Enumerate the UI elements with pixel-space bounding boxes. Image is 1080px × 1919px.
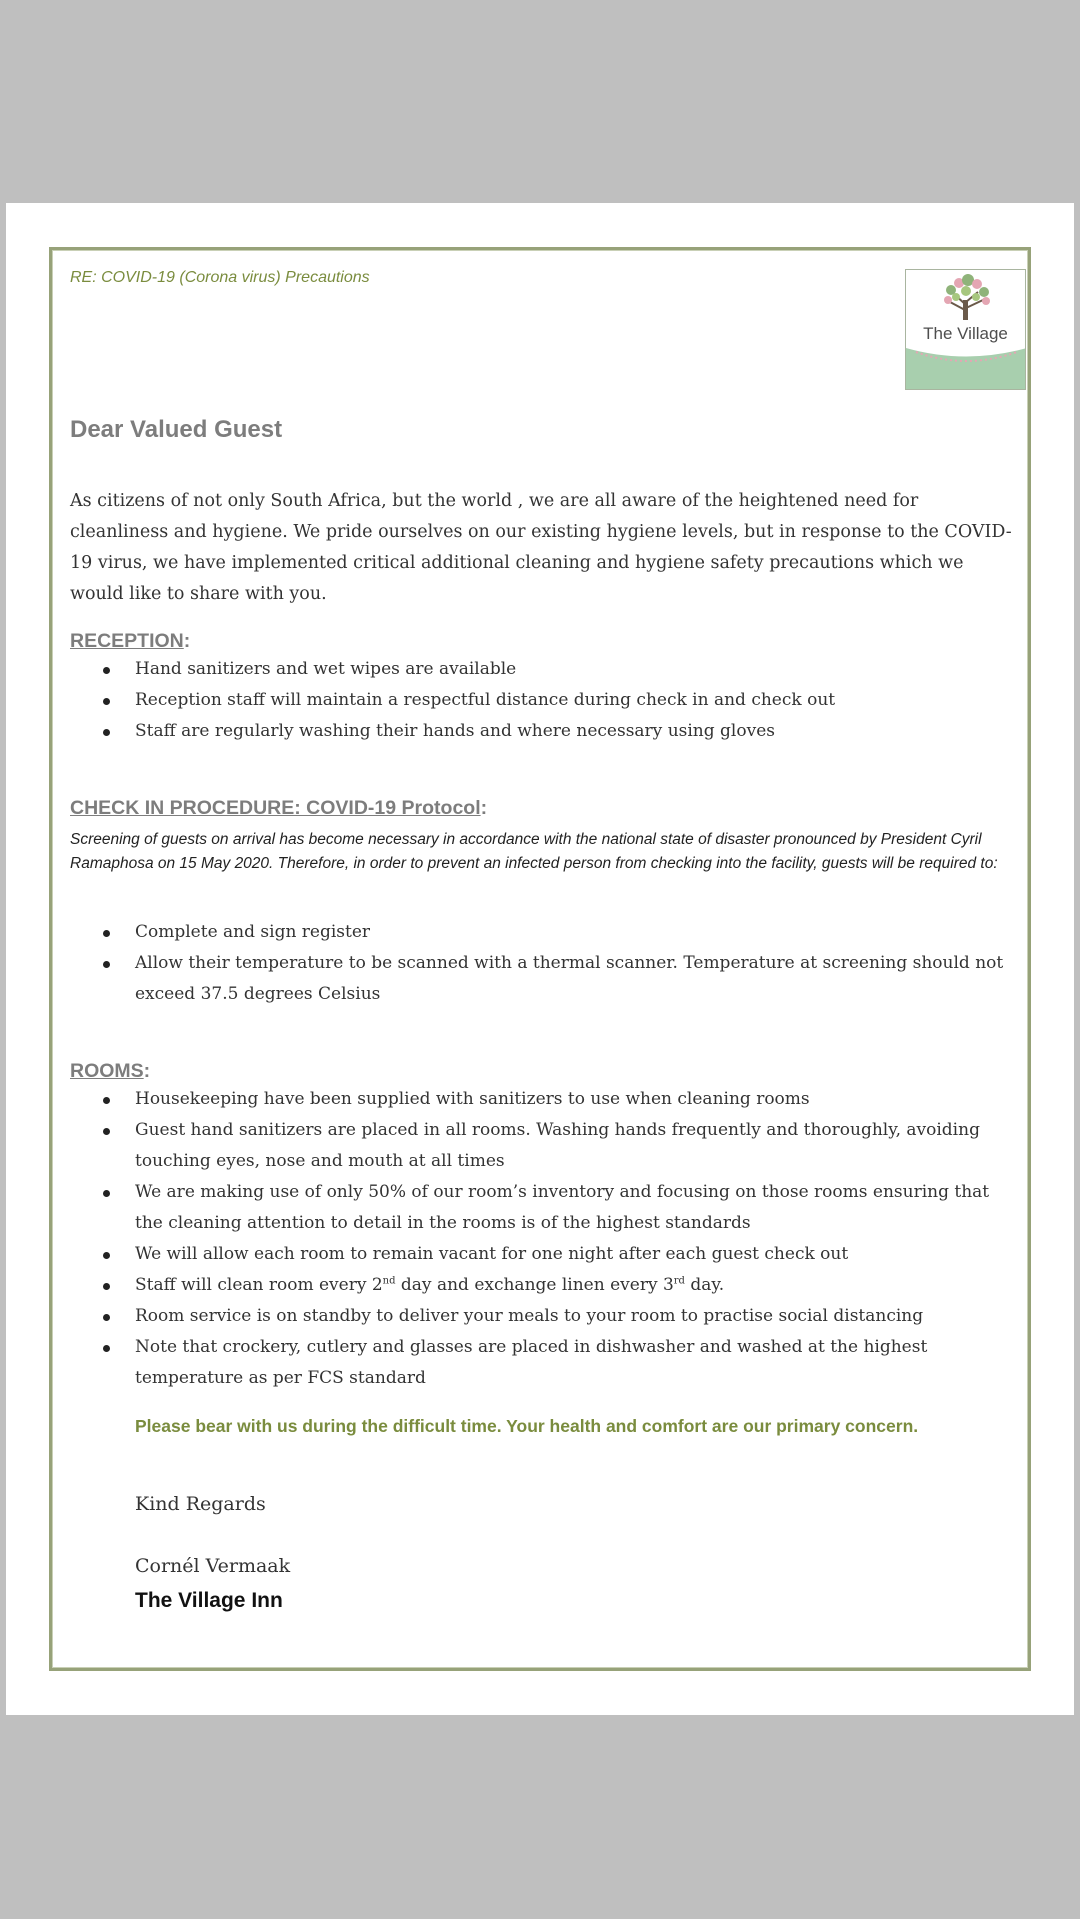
- signer-name: Cornél Vermaak: [135, 1555, 291, 1577]
- reception-list: [70, 654, 1020, 747]
- greeting: Dear Valued Guest: [70, 416, 283, 443]
- rooms-list: [70, 1084, 1020, 1394]
- list-item: Note that crockery, cutlery and glasses are placed in dishwasher and washed at the highest temperature as per FCS standard: [70, 1332, 1020, 1394]
- list-item: We are making use of only 50% of our room’s inventory and focusing on those rooms ensuring that the cleaning attention to detail in the rooms is of the highest standards: [70, 1177, 1020, 1239]
- intro-paragraph: As citizens of not only South Africa, but the world , we are all aware of the heightened need for cleanliness and hygiene. We pride ourselves on our existing hygiene levels, but in response to the COVID-19 virus, we have implemented critical additional cleaning and hygiene safety precautions which we would like to share with you.: [70, 491, 1012, 604]
- list-item-linen: Staff will clean room every 2nd day and exchange linen every 3rd day.: [70, 1270, 1020, 1301]
- list-item: We will allow each room to remain vacant for one night after each guest check out: [70, 1239, 1020, 1270]
- village-logo: [905, 269, 1026, 390]
- list-item: Reception staff will maintain a respectful distance during check in and check out: [70, 685, 1020, 716]
- screening-paragraph: Screening of guests on arrival has become necessary in accordance with the national state of disaster pronounced by President Cyril Ramaphosa on 15 May 2020. Therefore, in order to prevent an infected person from checking into the facility, guests will be required to:: [70, 831, 998, 872]
- reception-heading-text: RECEPTION: [70, 630, 184, 652]
- rooms-heading: [70, 1060, 150, 1083]
- checkin-list: [70, 917, 1020, 1010]
- list-item: Complete and sign register: [70, 917, 1020, 948]
- subject-line: RE: COVID-19 (Corona virus) Precautions: [70, 269, 370, 286]
- list-item: Housekeeping have been supplied with sanitizers to use when cleaning rooms: [70, 1084, 1020, 1115]
- kind-regards: Kind Regards: [135, 1493, 266, 1515]
- list-item: Allow their temperature to be scanned with a thermal scanner. Temperature at screening should not exceed 37.5 degrees Celsius: [70, 948, 1020, 1010]
- reception-heading-colon: :: [183, 630, 191, 652]
- rooms-heading-colon: :: [143, 1060, 151, 1082]
- inn-name: The Village Inn: [135, 1589, 283, 1612]
- checkin-heading-colon: :: [480, 797, 488, 819]
- list-item: Staff are regularly washing their hands and where necessary using gloves: [70, 716, 1020, 747]
- list-item: Hand sanitizers and wet wipes are available: [70, 654, 1020, 685]
- closing-note: Please bear with us during the difficult time. Your health and comfort are our primary concern.: [135, 1416, 919, 1436]
- logo-name: The Village: [923, 324, 1008, 343]
- reception-heading: [70, 630, 190, 653]
- letter-sheet: [6, 203, 1074, 1715]
- list-item: Guest hand sanitizers are placed in all rooms. Washing hands frequently and thoroughly, avoiding touching eyes, nose and mouth at all times: [70, 1115, 1020, 1177]
- checkin-heading: [70, 797, 487, 820]
- checkin-heading-text: CHECK IN PROCEDURE: COVID-19 Protocol: [70, 797, 481, 819]
- list-item: Room service is on standby to deliver your meals to your room to practise social distancing: [70, 1301, 1020, 1332]
- rooms-heading-text: ROOMS: [70, 1060, 144, 1082]
